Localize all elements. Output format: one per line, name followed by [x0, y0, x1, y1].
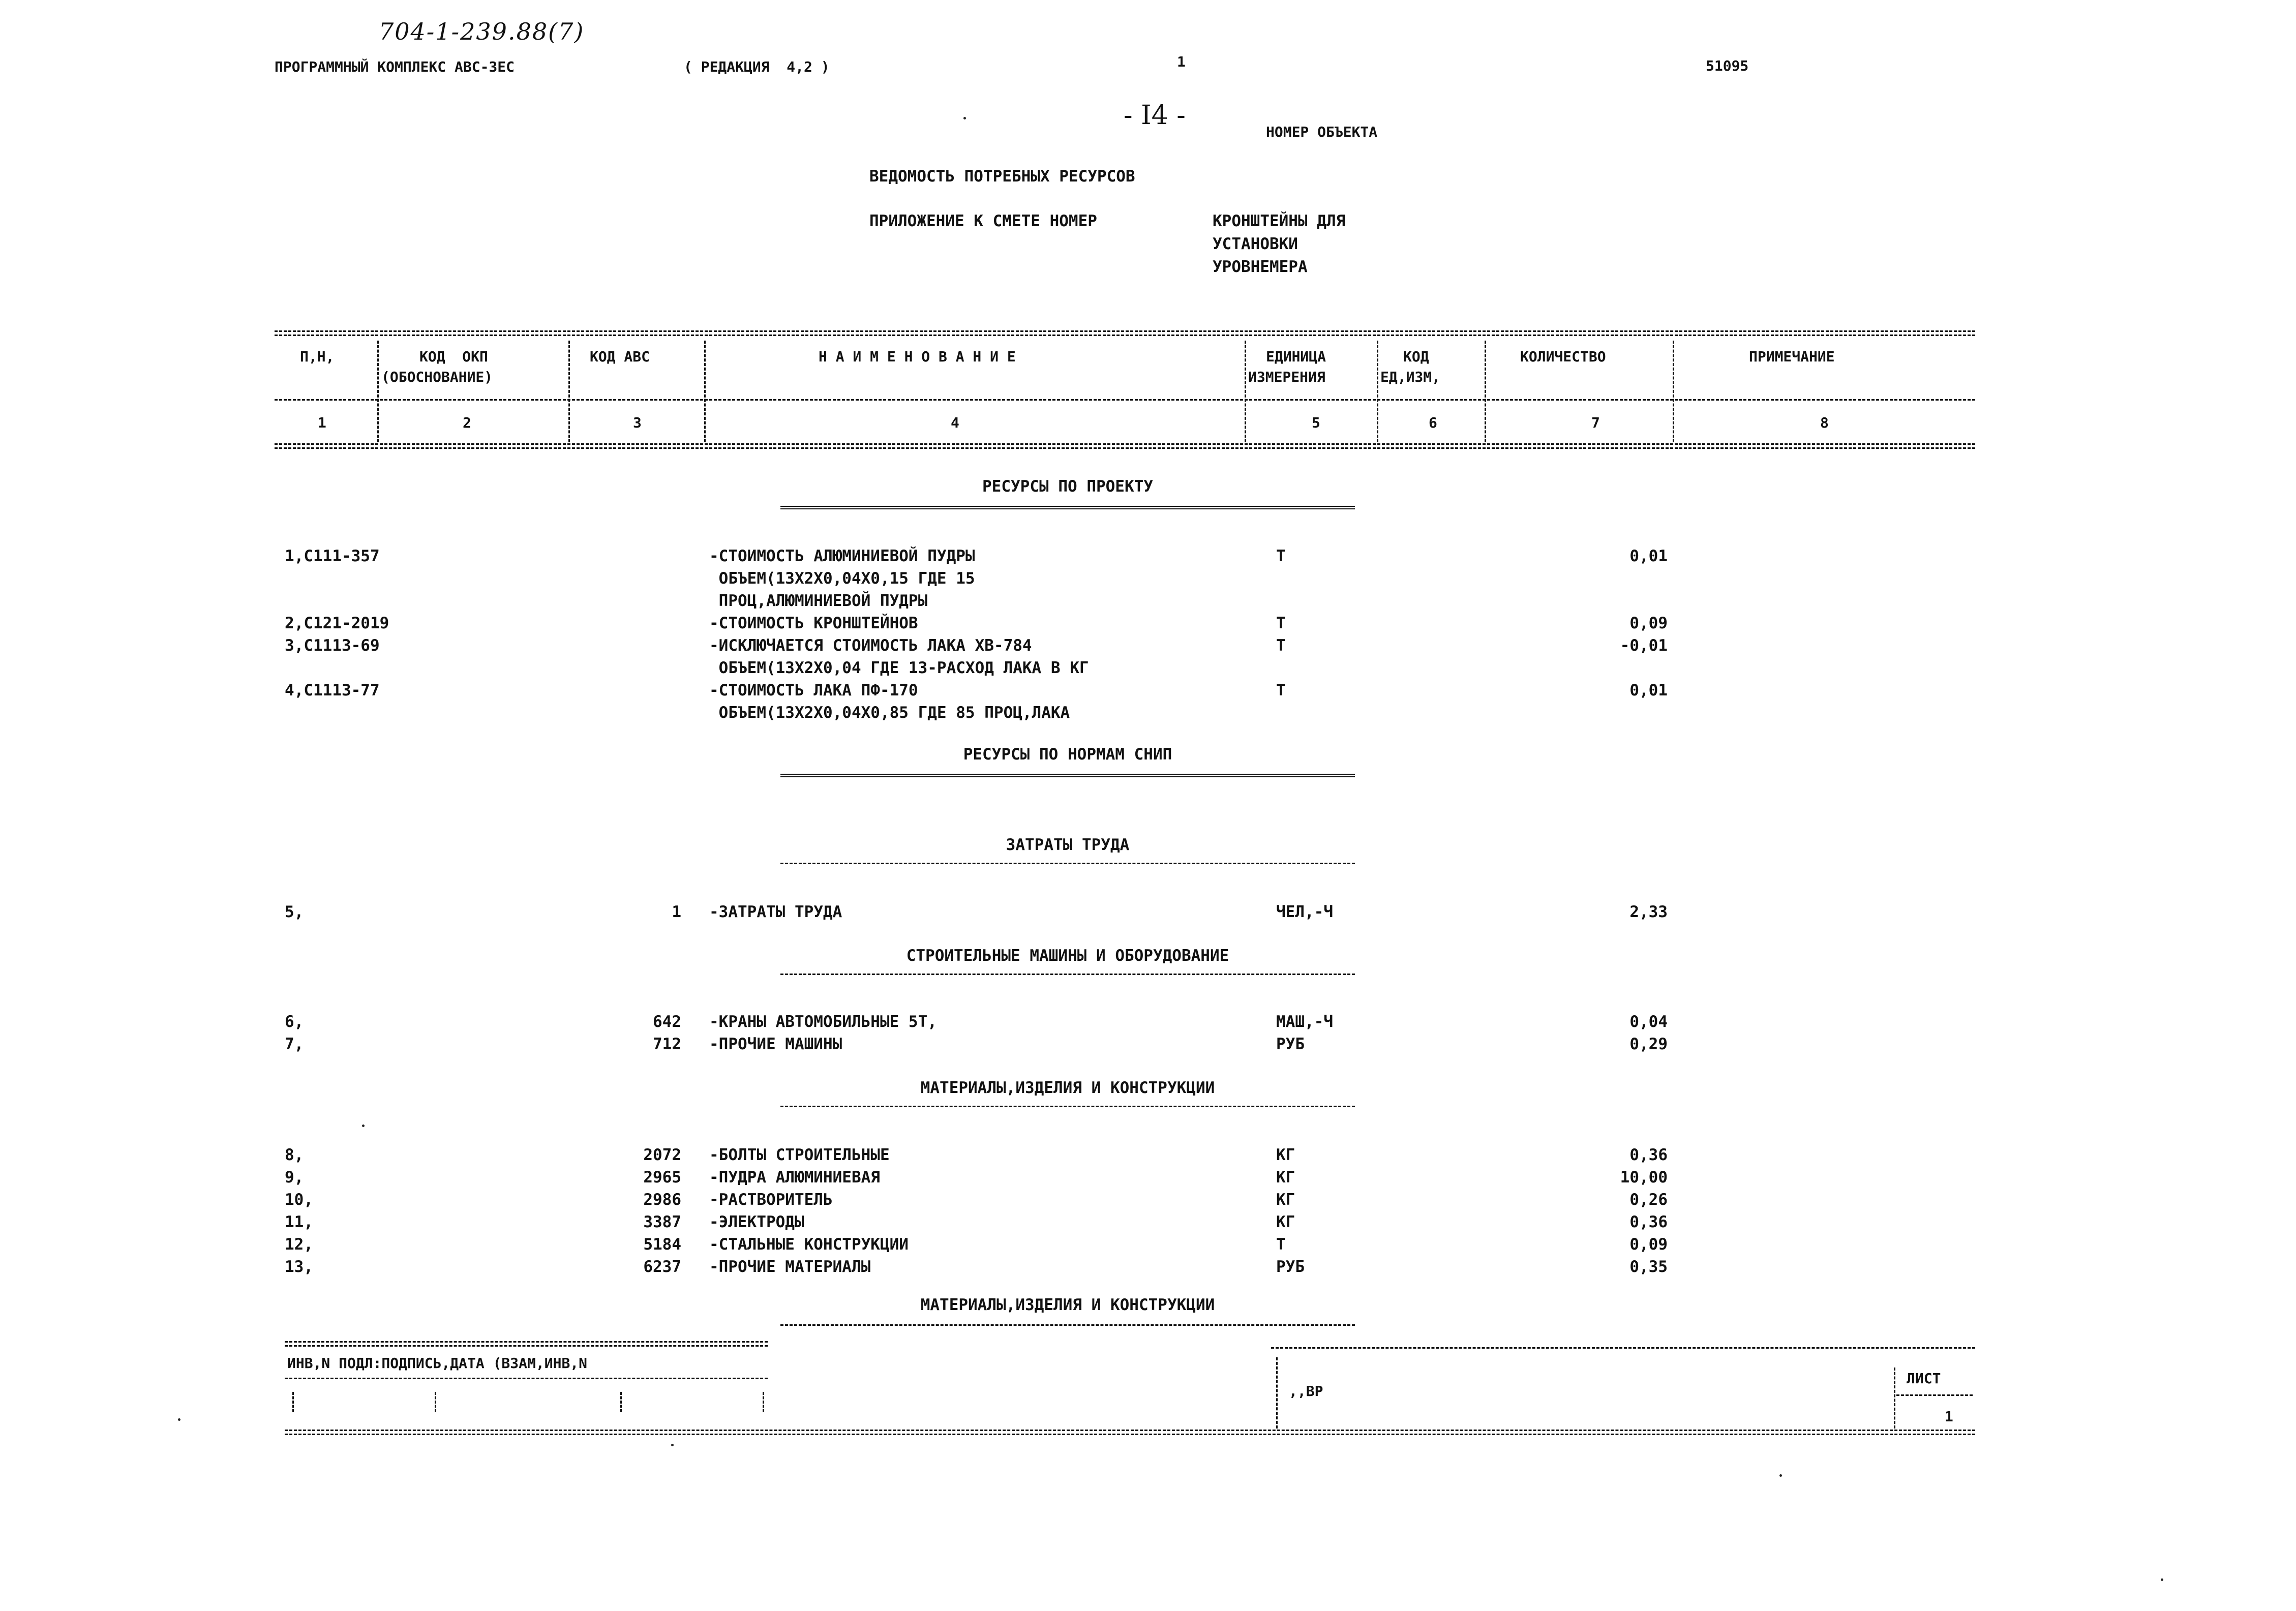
stamp-divider: [1276, 1357, 1278, 1428]
item-name: -ЭЛЕКТРОДЫ: [709, 1213, 804, 1231]
column-divider: [568, 341, 570, 442]
column-divider: [1377, 341, 1378, 442]
row-number: 11,: [285, 1213, 313, 1231]
column-header-note: ПРИМЕЧАНИЕ: [1749, 348, 1835, 365]
column-number: 7: [1591, 414, 1600, 431]
section-title-materials-footer: МАТЕРИАЛЫ,ИЗДЕЛИЯ И КОНСТРУКЦИИ: [920, 1296, 1215, 1314]
column-number: 3: [633, 414, 642, 431]
program-name: ПРОГРАММНЫЙ КОМПЛЕКС АВС-3ЕС: [275, 58, 515, 75]
document-code: ,,ВР: [1289, 1383, 1323, 1400]
section-title-materials: МАТЕРИАЛЫ,ИЗДЕЛИЯ И КОНСТРУКЦИИ: [920, 1079, 1215, 1097]
item-unit: КГ: [1276, 1213, 1295, 1231]
page-bottom-rule: [285, 1430, 1975, 1431]
column-number: 1: [318, 414, 326, 431]
column-divider: [377, 341, 379, 442]
column-header-unit: ЕДИНИЦА: [1266, 348, 1326, 365]
item-unit: РУБ: [1276, 1258, 1305, 1276]
stamp-left-mid-rule: [285, 1378, 768, 1379]
row-number: 4,С1113-77: [285, 681, 380, 700]
row-number: 5,: [285, 903, 304, 921]
header-mark: 1: [1177, 53, 1186, 70]
item-quantity: 0,35: [1629, 1258, 1668, 1276]
stamp-divider: [1894, 1367, 1895, 1428]
stamp-divider: [292, 1392, 294, 1412]
item-unit: МАШ,-Ч: [1276, 1013, 1333, 1031]
item-unit: Т: [1276, 681, 1286, 700]
abc-code: 642: [653, 1013, 681, 1031]
row-number: 9,: [285, 1168, 304, 1187]
item-name: -СТОИМОСТЬ ЛАКА ПФ-170: [709, 681, 918, 700]
column-divider: [1245, 341, 1246, 442]
section-underline: [780, 506, 1355, 509]
section-title-norms: РЕСУРСЫ ПО НОРМАМ СНИП: [963, 745, 1172, 764]
item-unit: КГ: [1276, 1168, 1295, 1187]
section-title-machines: СТРОИТЕЛЬНЫЕ МАШИНЫ И ОБОРУДОВАНИЕ: [906, 947, 1229, 965]
object-number-label: НОМЕР ОБЪЕКТА: [1266, 124, 1378, 140]
subject-line-3: УРОВНЕМЕРА: [1213, 258, 1308, 276]
sheet-number: 1: [1945, 1408, 1953, 1425]
item-name: -ПРОЧИЕ МАШИНЫ: [709, 1035, 842, 1053]
abc-code: 6237: [643, 1258, 681, 1276]
item-unit: Т: [1276, 1235, 1286, 1254]
item-name: -СТОИМОСТЬ КРОНШТЕЙНОВ: [709, 614, 918, 632]
stamp-divider: [763, 1392, 764, 1412]
item-quantity: 2,33: [1629, 903, 1668, 921]
document-title: ВЕДОМОСТЬ ПОТРЕБНЫХ РЕСУРСОВ: [869, 167, 1135, 186]
column-header-okp-basis: (ОБОСНОВАНИЕ): [381, 369, 493, 385]
item-quantity: 0,01: [1629, 547, 1668, 565]
item-quantity: 0,09: [1629, 1235, 1668, 1254]
page-number: - I4 -: [1124, 100, 1186, 131]
row-number: 2,С121-2019: [285, 614, 389, 632]
subject-line-2: УСТАНОВКИ: [1213, 235, 1298, 253]
item-name: -РАСТВОРИТЕЛЬ: [709, 1191, 833, 1209]
column-number: 6: [1429, 414, 1437, 431]
abc-code: 1: [672, 903, 681, 921]
item-unit: КГ: [1276, 1146, 1295, 1164]
sheet-rule: [1896, 1394, 1973, 1396]
appendix-label: ПРИЛОЖЕНИЕ К СМЕТЕ НОМЕР: [869, 212, 1097, 230]
abc-code: 712: [653, 1035, 681, 1053]
stamp-header: ИНВ,N ПОДЛ:ПОДПИСЬ,ДАТА (ВЗАМ,ИНВ,N: [287, 1355, 588, 1372]
sheet-label: ЛИСТ: [1907, 1370, 1941, 1387]
table-top-rule-2: [275, 335, 1975, 336]
item-name: -ИСКЛЮЧАЕТСЯ СТОИМОСТЬ ЛАКА ХВ-784: [709, 636, 1032, 655]
column-header-unit-code: КОД: [1403, 348, 1429, 365]
item-quantity: -0,01: [1620, 636, 1668, 655]
row-number: 10,: [285, 1191, 313, 1209]
item-name: -ПУДРА АЛЮМИНИЕВАЯ: [709, 1168, 880, 1187]
column-header-quantity: КОЛИЧЕСТВО: [1520, 348, 1606, 365]
scan-speck: [1779, 1474, 1782, 1477]
column-header-pn: П,Н,: [300, 348, 335, 365]
row-number: 8,: [285, 1146, 304, 1164]
section-underline: [780, 1324, 1355, 1326]
item-name-continued: ОБЪЕМ(13Х2Х0,04Х0,15 ГДЕ 15: [709, 569, 975, 588]
item-unit: Т: [1276, 636, 1286, 655]
item-name: -ЗАТРАТЫ ТРУДА: [709, 903, 842, 921]
column-number: 5: [1312, 414, 1320, 431]
row-number: 1,С111-357: [285, 547, 380, 565]
item-quantity: 0,04: [1629, 1013, 1668, 1031]
subject-line-1: КРОНШТЕЙНЫ ДЛЯ: [1213, 212, 1346, 230]
stamp-left-top-rule-2: [285, 1345, 768, 1347]
abc-code: 2072: [643, 1146, 681, 1164]
column-number: 8: [1820, 414, 1829, 431]
item-name-continued: ПРОЦ,АЛЮМИНИЕВОЙ ПУДРЫ: [709, 592, 928, 610]
item-unit: РУБ: [1276, 1035, 1305, 1053]
abc-code: 2986: [643, 1191, 681, 1209]
column-divider: [704, 341, 706, 442]
item-quantity: 0,26: [1629, 1191, 1668, 1209]
row-number: 6,: [285, 1013, 304, 1031]
header-separator: [275, 399, 1975, 401]
item-quantity: 0,09: [1629, 614, 1668, 632]
row-number: 12,: [285, 1235, 313, 1254]
handwritten-reference: 704-1-239.88(7): [379, 18, 585, 45]
section-underline: [780, 863, 1355, 864]
program-edition: ( РЕДАКЦИЯ 4,2 ): [684, 58, 830, 75]
stamp-left-top-rule: [285, 1341, 768, 1343]
column-header-okp: КОД ОКП: [419, 348, 488, 365]
column-header-abc: КОД АВС: [590, 348, 650, 365]
stamp-divider: [620, 1392, 622, 1412]
item-name: -ПРОЧИЕ МАТЕРИАЛЫ: [709, 1258, 871, 1276]
column-number-separator-2: [275, 447, 1975, 449]
section-underline: [780, 1106, 1355, 1107]
scan-speck: [362, 1124, 365, 1127]
column-header-unit-2: ИЗМЕРЕНИЯ: [1248, 369, 1325, 385]
item-name: -СТАЛЬНЫЕ КОНСТРУКЦИИ: [709, 1235, 909, 1254]
scan-speck: [2161, 1578, 2163, 1581]
item-unit: Т: [1276, 614, 1286, 632]
item-quantity: 0,36: [1629, 1213, 1668, 1231]
item-name: -БОЛТЫ СТРОИТЕЛЬНЫЕ: [709, 1146, 890, 1164]
item-name: -СТОИМОСТЬ АЛЮМИНИЕВОЙ ПУДРЫ: [709, 547, 975, 565]
section-underline: [780, 774, 1355, 777]
item-quantity: 0,01: [1629, 681, 1668, 700]
item-unit: Т: [1276, 547, 1286, 565]
item-unit: ЧЕЛ,-Ч: [1276, 903, 1333, 921]
column-divider: [1673, 341, 1674, 442]
column-number: 2: [463, 414, 471, 431]
column-divider: [1485, 341, 1486, 442]
stamp-divider: [435, 1392, 436, 1412]
page-bottom-rule-2: [285, 1434, 1975, 1435]
scan-speck: [671, 1444, 674, 1446]
column-header-unit-code-2: ЕД,ИЗМ,: [1380, 369, 1441, 385]
scan-speck: [963, 117, 966, 119]
scan-speck: [178, 1418, 180, 1421]
row-number: 7,: [285, 1035, 304, 1053]
section-title-labor: ЗАТРАТЫ ТРУДА: [1006, 836, 1130, 854]
abc-code: 2965: [643, 1168, 681, 1187]
section-title-project: РЕСУРСЫ ПО ПРОЕКТУ: [982, 477, 1153, 496]
abc-code: 3387: [643, 1213, 681, 1231]
table-top-rule: [275, 330, 1975, 332]
column-header-name: Н А И М Е Н О В А Н И Е: [819, 348, 1016, 365]
stamp-right-top-rule: [1271, 1347, 1975, 1349]
column-number: 4: [951, 414, 959, 431]
item-quantity: 0,36: [1629, 1146, 1668, 1164]
item-name: -КРАНЫ АВТОМОБИЛЬНЫЕ 5Т,: [709, 1013, 937, 1031]
section-underline: [780, 974, 1355, 975]
item-quantity: 0,29: [1629, 1035, 1668, 1053]
abc-code: 5184: [643, 1235, 681, 1254]
row-number: 13,: [285, 1258, 313, 1276]
item-quantity: 10,00: [1620, 1168, 1668, 1187]
code-number: 51095: [1706, 57, 1749, 74]
row-number: 3,С1113-69: [285, 636, 380, 655]
item-name-continued: ОБЪЕМ(13Х2Х0,04Х0,85 ГДЕ 85 ПРОЦ,ЛАКА: [709, 704, 1070, 722]
item-name-continued: ОБЪЕМ(13Х2Х0,04 ГДЕ 13-РАСХОД ЛАКА В КГ: [709, 659, 1089, 677]
item-unit: КГ: [1276, 1191, 1295, 1209]
column-number-separator: [275, 443, 1975, 445]
